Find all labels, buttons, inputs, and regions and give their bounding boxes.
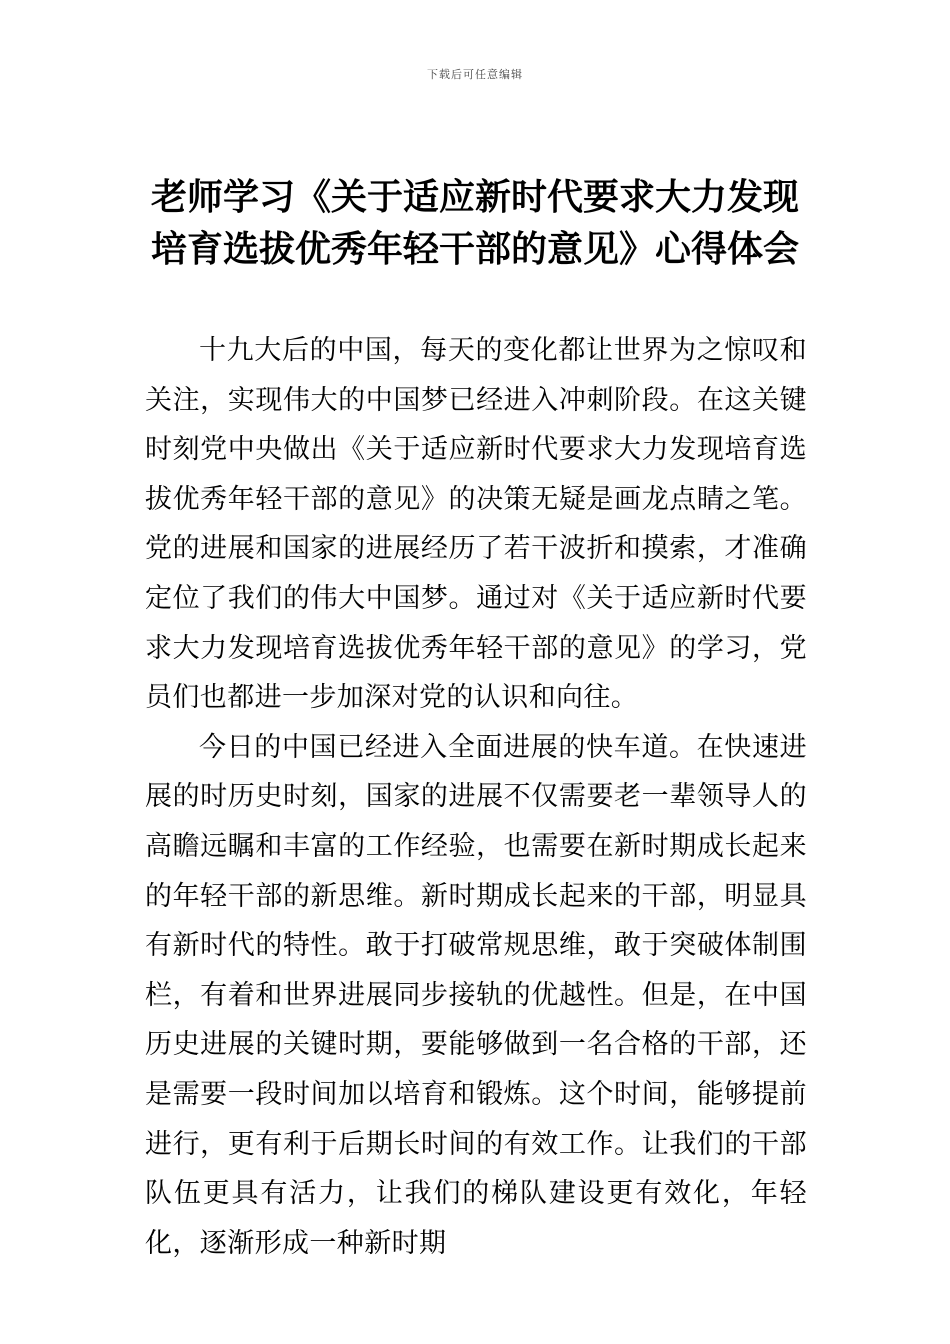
paragraph-1: 十九大后的中国，每天的变化都让世界为之惊叹和关注，实现伟大的中国梦已经进入冲刺阶段。在这关键时刻党中央做出《关于适应新时代要求大力发现培育选拔优秀年轻干部的意见》的决策无疑是画龙点睛之笔。党的进展和国家的进展经历了若干波折和摸索，才准确定位了我们的伟大中国梦。通过对《关于适应新时代要求大力发现培育选拔优秀年轻干部的意见》的学习，党员们也都进一步加深对党的认识和向往。 <box>145 335 807 714</box>
paragraph-2: 今日的中国已经进入全面进展的快车道。在快速进展的时历史时刻，国家的进展不仅需要老一辈领导人的高瞻远瞩和丰富的工作经验，也需要在新时期成长起来的年轻干部的新思维。新时期成长起来的干部，明显具有新时代的特性。敢于打破常规思维，敢于突破体制围栏，有着和世界进展同步接轨的优越性。但是，在中国历史进展的关键时期，要能够做到一名合格的干部，还是需要一段时间加以培育和锻炼。这个时间，能够提前进行，更有利于后期长时间的有效工作。让我们的干部队伍更具有活力，让我们的梯队建设更有效化，年轻化，逐渐形成一种新时期 <box>145 731 807 1259</box>
title-line-2: 培育选拔优秀年轻干部的意见》心得体会 <box>150 229 799 270</box>
header-note: 下载后可任意编辑 <box>427 68 523 81</box>
document-title <box>120 172 830 276</box>
title-line-1: 老师学习《关于适应新时代要求大力发现 <box>150 177 799 218</box>
document-body <box>145 326 807 1268</box>
